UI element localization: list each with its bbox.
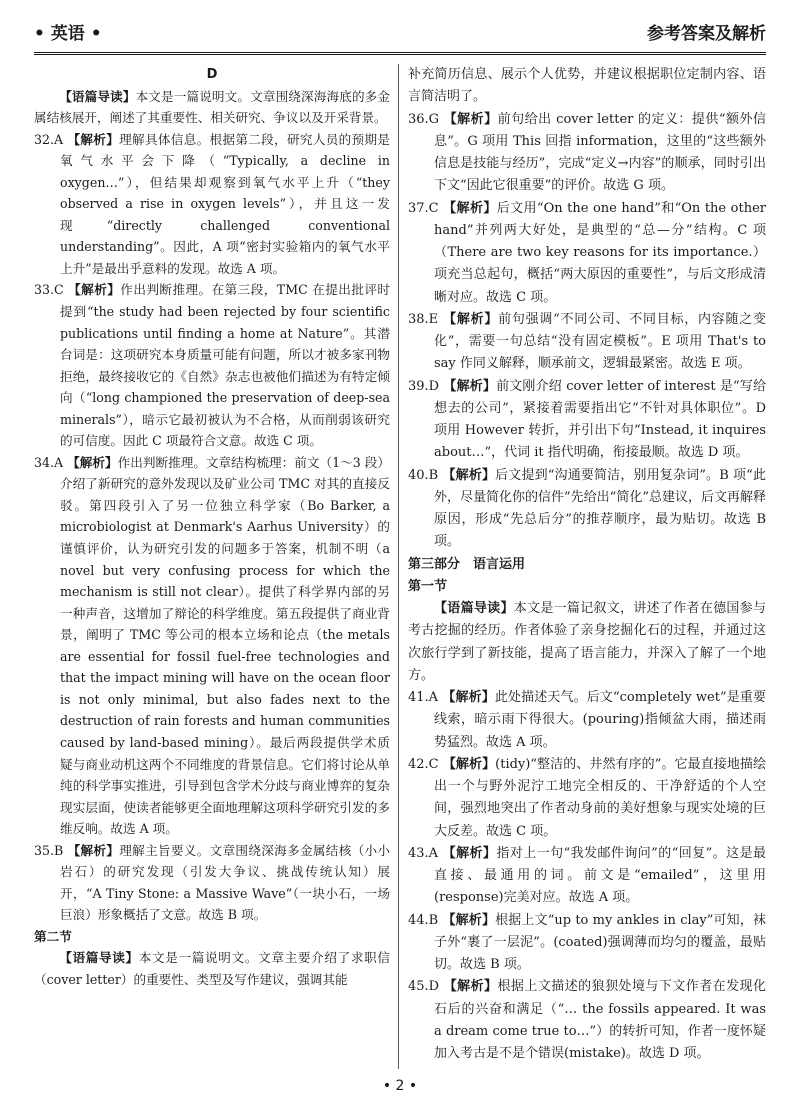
explanation-text: 后文提到“沟通要简洁，别用复杂词”。B 项“此外，尽量简化你的信件”先给出“简化”总建议，后文再解释原因，形成“先总后分”的推荐顺序，最为贴切。故选 B 项。 — [434, 467, 766, 550]
answer-number: 32.A — [34, 131, 68, 147]
answer-number: 33.C — [34, 282, 69, 298]
explanation-tag: 【解析】 — [442, 756, 496, 772]
explanation-tag: 【解析】 — [442, 467, 496, 483]
right-column — [408, 64, 766, 1065]
header-title: 参考答案及解析 — [647, 23, 766, 44]
explanation-tag: 【解析】 — [67, 842, 120, 858]
answer-explanation — [34, 452, 390, 840]
intro-tag: 【语篇导读】 — [59, 950, 139, 966]
answer-explanation — [408, 376, 766, 465]
explanation-tag: 【解析】 — [442, 912, 496, 928]
explanation-text: 指对上一句“我发邮件询问”的“回复”。这是最直接、最通用的词。前文是“emailed”，这里用(response)完美对应。故选 A 项。 — [434, 845, 766, 906]
answer-number: 44.B — [408, 912, 443, 928]
explanation-tag: 【解析】 — [67, 131, 120, 147]
answer-number: 35.B — [34, 842, 68, 858]
header-subject: • 英语 • — [34, 23, 102, 44]
answer-number: 40.B — [408, 467, 443, 483]
intro-text: 本文是一篇记叙文，讲述了作者在德国参与考古挖掘的经历。作者体验了亲身挖掘化石的过程，并通过这次旅行学到了新技能，提高了语言能力，并深入了解了一个地方。 — [408, 601, 766, 683]
answer-number: 43.A — [408, 845, 443, 861]
answer-number: 42.C — [408, 756, 443, 772]
explanation-tag: 【解析】 — [443, 979, 498, 995]
explanation-text: 前句强调“不同公司、不同目标，内容随之变化”，需要一句总结“没有固定模板”。E 项用 That's to say 作同义解释，顺承前文，逻辑最紧密。故选 E 项。 — [434, 311, 766, 372]
answer-explanation — [34, 840, 390, 926]
section-title: D — [206, 67, 218, 82]
explanation-tag: 【解析】 — [443, 311, 499, 327]
answer-number: 45.D — [408, 979, 444, 995]
intro-text: 本文是一篇说明文。文章围绕深海海底的多金属结核展开，阐述了其重要性、相关研究、争议以及开采背景。 — [34, 88, 391, 126]
answer-explanation — [408, 309, 766, 376]
explanation-tag: 【解析】 — [442, 690, 495, 705]
section-heading: 第二节 — [34, 928, 72, 944]
answer-number: 41.A — [408, 690, 443, 705]
explanation-tag: 【解析】 — [442, 845, 497, 861]
explanation-tag: 【解析】 — [443, 378, 497, 394]
answer-explanation — [408, 109, 766, 198]
answer-explanation — [408, 465, 766, 554]
explanation-text: 根据上文“up to my ankles in clay”可知，袜子外“裹了一层泥”。(coated)强调薄而均匀的覆盖，最贴切。故选 B 项。 — [434, 912, 766, 972]
answer-number: 34.A — [34, 454, 68, 470]
explanation-text: 理解具体信息。根据第二段，研究人员的预期是氧气水平会下降（“Typically, a decline in oxygen…”），但结果却观察到氧气水平上升（“they observed a rise in oxygen levels”），并且这一发现“directly challenged conventional understanding”。因此，A 项“密封实验箱内的氧气水平上升”是最出乎意料的发现。故选 A 项。 — [60, 131, 391, 276]
passage-intro — [34, 86, 390, 129]
answer-explanation — [34, 279, 390, 451]
column-divider — [398, 64, 399, 1069]
answer-explanation — [408, 976, 766, 1065]
passage-intro — [408, 598, 766, 687]
page-number: • 2 • — [382, 1078, 418, 1094]
page-header — [34, 16, 766, 46]
explanation-text: 前句给出 cover letter 的定义：提供“额外信息”。G 项用 This 回指 information，这里的“这些额外信息是技能与经历”，完成“定义→内容”的顺承，同时引出下文“因此它很重要”的评价。故选 G 项。 — [434, 111, 766, 194]
answer-number: 38.E — [408, 311, 444, 327]
header-rule — [34, 52, 766, 55]
intro-tag: 【语篇导读】 — [434, 601, 514, 616]
explanation-tag: 【解析】 — [443, 111, 498, 127]
explanation-text: 作出判断推理。文章结构梳理：前文（1～3 段）介绍了新研究的意外发现以及矿业公司 TMC 对其的直接反驳。第四段引入了另一位独立科学家（Bo Barker, a microbiologist at Denmark's Aarhus University）的谨慎评价，认为研究引发的问题多于答案，机制不明（a novel but very confusing process for which the mechanism is still not clear）。提供了科学界内部的另一种声音，这增加了辩论的科学维度。第五段提供了商业背景，阐明了 TMC 等公司的根本立场和论点（the metals are essential for fossil fuel-free technologies and that the impact mining will have on the ocean floor is not only minimal, but also fades next to the destruction of rain forests and human communities caused by land-based mining）。最后两段提供学术质疑与商业动机这两个不同维度的背景信息。它们将讨论从单纯的科学事实推进，引导到包含学术分歧与商业博弈的复杂现实层面，使读者能够更全面地理解这项科学研究引发的多维反响。故选 A 项。 — [60, 454, 390, 837]
explanation-text: 根据上文描述的狼狈处境与下文作者在发现化石后的兴奋和满足（“… the fossils appeared. It was a dream come true to…”）的转折可知，作者一度怀疑加入考古是不是个错误(mistake)。故选 D 项。 — [434, 979, 766, 1061]
intro-tag: 【语篇导读】 — [59, 88, 136, 104]
answer-explanation — [408, 687, 766, 754]
answer-explanation — [408, 843, 766, 910]
explanation-text: 理解主旨要义。文章围绕深海多金属结核（小小岩石）的研究发现（引发大争议、挑战传统认知）展开，“A Tiny Stone: a Massive Wave”（一块小石，一场巨浪）形象概括了文意。故选 B 项。 — [60, 842, 391, 923]
answer-explanation — [408, 198, 766, 309]
section-heading: 第一节 — [408, 578, 448, 594]
left-column — [34, 64, 390, 991]
explanation-text: 前文刚介绍 cover letter of interest 是“写给想去的公司”，紧接着需要指出它“不针对具体职位”。D 项用 However 转折，并引出下句“Instead, it inquires about…”，代词 it 指代明确，衔接最顺。故选 D 项。 — [434, 378, 766, 461]
explanation-tag: 【解析】 — [443, 200, 497, 216]
intro-text: 本文是一篇说明文。文章主要介绍了求职信（cover letter）的重要性、类型及写作建议，强调其能 — [34, 950, 391, 987]
answer-explanation — [34, 129, 390, 280]
answer-number: 36.G — [408, 111, 444, 127]
section-heading: 第三部分 语言运用 — [408, 556, 526, 572]
explanation-tag: 【解析】 — [68, 282, 121, 298]
explanation-text: (tidy)“整洁的、井然有序的”。它最直接地描绘出一个与野外泥泞工地完全相反的、干净舒适的个人空间，强烈地突出了作者动身前的美好想象与现实处境的巨大反差。故选 C 项。 — [434, 756, 766, 839]
answer-explanation — [408, 754, 766, 843]
explanation-text: 作出判断推理。在第三段，TMC 在提出批评时提到“the study had been rejected by four scientific publications until finding a home at Nature”。其潜台词是：这项研究本身质量可能有问题，所以才被多家刊物拒绝，最终接收它的《自然》杂志也被他们描述为有特定倾向（“long championed the preservation of deep-sea minerals”），暗示它最初被认为不合格，从而削弱该研究的可信度。因此 C 项最符合文意。故选 C 项。 — [60, 282, 391, 449]
answer-explanation — [408, 910, 766, 977]
explanation-text: 此处描述天气。后文“completely wet”是重要线索，暗示雨下得很大。(pouring)指倾盆大雨，描述雨势猛烈。故选 A 项。 — [434, 690, 766, 750]
answer-number: 37.C — [408, 200, 444, 216]
explanation-text: 后文用“On the one hand”和“On the other hand”并列两大好处，是典型的“总—分”结构。C 项（There are two key reasons for its importance.）项充当总起句，概括“两大原因的重要性”，与后文形成清晰对应。故选 C 项。 — [434, 200, 766, 305]
explanation-tag: 【解析】 — [67, 454, 118, 470]
answer-number: 39.D — [408, 378, 444, 394]
passage-intro — [34, 947, 390, 990]
paragraph: 补充简历信息、展示个人优势，并建议根据职位定制内容、语言简洁明了。 — [408, 67, 766, 105]
